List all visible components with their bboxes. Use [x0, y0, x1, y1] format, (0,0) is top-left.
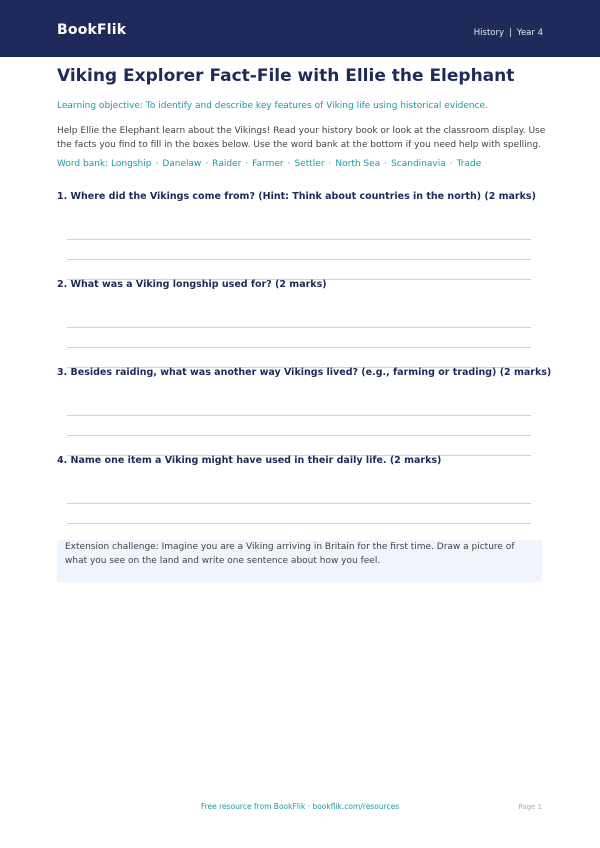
brand-logo[interactable]: BookFlik	[57, 22, 127, 38]
question-2: 2. What was a Viking longship used for? (2 marks)	[57, 279, 327, 290]
subject-label: History	[473, 28, 505, 38]
extension-text: Extension challenge: Imagine you are a Viking arriving in Britain for the first time. Draw a picture of what you see on the land and write one sentence about how you feel.	[65, 542, 515, 566]
answer-line[interactable]	[67, 259, 531, 260]
answer-line[interactable]	[67, 347, 531, 348]
question-3: 3. Besides raiding, what was another way Vikings lived? (e.g., farming or trading) (2 marks)	[57, 367, 552, 378]
learning-objective: Learning objective: To identify and describe key features of Viking life using historical evidence.	[57, 101, 488, 111]
year-label: Year 4	[516, 28, 543, 38]
worksheet-title: Viking Explorer Fact-File with Ellie the Elephant	[57, 66, 515, 86]
word-bank: Word bank: Longship · Danelaw · Raider · Farmer · Settler · North Sea · Scandinavia · Trade	[57, 159, 482, 169]
question-4: 4. Name one item a Viking might have used in their daily life. (2 marks)	[57, 455, 442, 466]
answer-line[interactable]	[67, 523, 531, 524]
answer-line[interactable]	[67, 503, 531, 504]
word-bank-item: North Sea	[335, 159, 381, 169]
footer-link[interactable]: Free resource from BookFlik · bookflik.com/resources	[200, 802, 400, 811]
page-header	[0, 0, 600, 57]
word-bank-item: Longship	[111, 159, 152, 169]
answer-line[interactable]	[67, 435, 531, 436]
word-bank-label: Word bank:	[57, 159, 109, 169]
word-bank-item: Trade	[456, 159, 482, 169]
intro-text: Help Ellie the Elephant learn about the Vikings! Read your history book or look at the classroom display. Use the facts you find to fill in the boxes below. Use the word bank at the bottom if you need help with spelling.	[57, 126, 546, 150]
word-bank-item: Farmer	[252, 159, 284, 169]
answer-line[interactable]	[67, 415, 531, 416]
answer-line[interactable]	[67, 327, 531, 328]
word-bank-item: Raider	[212, 159, 242, 169]
extension-challenge-box	[57, 540, 542, 582]
meta-separator: |	[509, 28, 512, 38]
word-bank-item: Scandinavia	[391, 159, 446, 169]
word-bank-item: Danelaw	[162, 159, 202, 169]
question-1: 1. Where did the Vikings come from? (Hint: Think about countries in the north) (2 marks)	[57, 191, 536, 202]
word-bank-item: Settler	[294, 159, 325, 169]
answer-line[interactable]	[67, 239, 531, 240]
page-number: Page 1	[518, 803, 542, 811]
header-meta	[474, 28, 543, 38]
